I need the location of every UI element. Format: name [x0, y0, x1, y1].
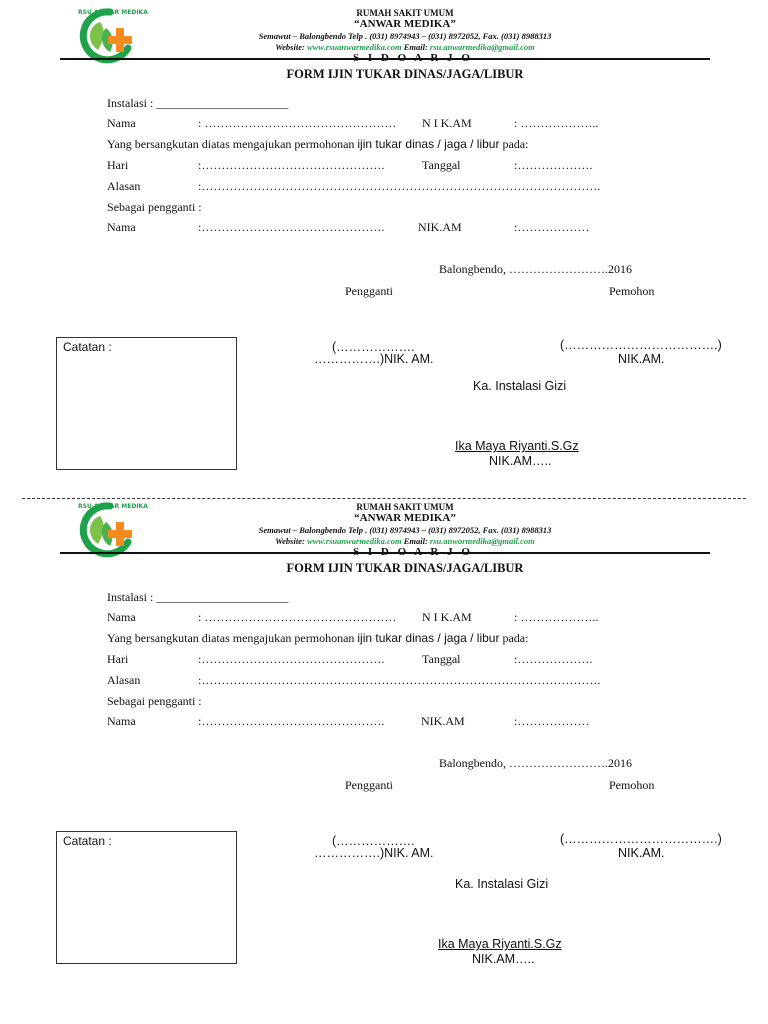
website-label: Website:	[275, 42, 307, 52]
place-date[interactable]: Balongbendo, …………………….2016	[439, 756, 632, 770]
header-rule	[60, 58, 710, 60]
pemohon-signature-label: Pemohon	[609, 284, 655, 298]
nama-label: Nama	[107, 116, 136, 130]
request-text-3: pada:	[499, 631, 529, 645]
ka-instalasi-name: Ika Maya Riyanti.S.Gz	[455, 439, 579, 453]
nama-field[interactable]: : …………………………………………	[198, 116, 397, 130]
hari-label: Hari	[107, 652, 129, 666]
tanggal-label: Tanggal	[422, 652, 461, 666]
catatan-label: Catatan :	[63, 834, 112, 848]
hospital-name: “ANWAR MEDIKA”	[354, 18, 456, 30]
ka-instalasi-label: Ka. Instalasi Gizi	[455, 877, 549, 891]
hari-label: Hari	[107, 158, 129, 172]
nama-pengganti-field[interactable]: :……………………………………….	[198, 220, 385, 234]
pemohon-signature-nik[interactable]: NIK.AM.	[618, 352, 665, 366]
nama-pengganti-label: Nama	[107, 220, 136, 234]
pemohon-signature-name[interactable]: (……………………………….)	[560, 832, 722, 846]
catatan-box[interactable]	[56, 831, 237, 964]
hari-field[interactable]: :……………………………………….	[198, 158, 385, 172]
city-name	[353, 546, 473, 551]
nikam-pengganti-field[interactable]: :………………	[514, 220, 590, 234]
nikam-label: N I K.AM	[422, 610, 472, 624]
email-label: Email:	[401, 536, 430, 546]
instalasi-field[interactable]: Instalasi : ______________________	[107, 590, 289, 604]
form-title: FORM IJIN TUKAR DINAS/JAGA/LIBUR	[286, 561, 524, 575]
ka-instalasi-label: Ka. Instalasi Gizi	[473, 379, 567, 393]
request-text	[107, 137, 528, 152]
email-address[interactable]: rsu.anwarmedika@gmail.com	[429, 42, 535, 52]
request-text	[107, 631, 528, 646]
form-top	[0, 0, 768, 494]
pengganti-signature-name[interactable]: (……………….	[332, 834, 415, 848]
email-label: Email:	[401, 42, 430, 52]
contact-line	[200, 536, 610, 546]
form-bottom	[0, 494, 768, 988]
hospital-type: RUMAH SAKIT UMUM	[356, 8, 454, 18]
form-title: FORM IJIN TUKAR DINAS/JAGA/LIBUR	[286, 67, 524, 81]
catatan-box[interactable]	[56, 337, 237, 470]
nama-label: Nama	[107, 610, 136, 624]
tanggal-label: Tanggal	[422, 158, 461, 172]
hospital-logo	[70, 4, 148, 60]
request-text-3: pada:	[499, 137, 529, 151]
alasan-field[interactable]: :……………………………………………………………………………………….	[198, 179, 601, 193]
alasan-label: Alasan	[107, 673, 141, 687]
website-url[interactable]: www.rsuanwarmedika.com	[306, 42, 402, 52]
instalasi-field[interactable]: Instalasi : ______________________	[107, 96, 289, 110]
place-date[interactable]: Balongbendo, …………………….2016	[439, 262, 632, 276]
nikam-pengganti-label: NIK.AM	[421, 714, 465, 728]
address-line: Semawut – Balongbendo Telp . (031) 8974943 – (031) 8972052, Fax. (031) 8988313	[258, 31, 552, 41]
pengganti-heading: Sebagai pengganti :	[107, 200, 202, 214]
alasan-field[interactable]: :……………………………………………………………………………………….	[198, 673, 601, 687]
website-label: Website:	[275, 536, 307, 546]
nikam-pengganti-field[interactable]: :………………	[514, 714, 590, 728]
nikam-field[interactable]: : ………………..	[514, 116, 599, 130]
header-rule	[60, 552, 710, 554]
ka-instalasi-nik: NIK.AM…..	[489, 454, 552, 468]
alasan-label: Alasan	[107, 179, 141, 193]
pengganti-heading: Sebagai pengganti :	[107, 694, 202, 708]
tanggal-field[interactable]: :……………….	[514, 652, 593, 666]
ka-instalasi-nik: NIK.AM…..	[472, 952, 535, 966]
request-text-1: Yang bersangkutan diatas mengajukan permohonan	[107, 137, 358, 151]
city-name	[353, 52, 473, 57]
request-type: ijin tukar dinas / jaga / libur	[357, 631, 500, 645]
pemohon-signature-label: Pemohon	[609, 778, 655, 792]
tanggal-field[interactable]: :……………….	[514, 158, 593, 172]
email-address[interactable]: rsu.anwarmedika@gmail.com	[429, 536, 535, 546]
ka-instalasi-name: Ika Maya Riyanti.S.Gz	[438, 937, 562, 951]
website-url[interactable]: www.rsuanwarmedika.com	[306, 536, 402, 546]
pengganti-signature-label: Pengganti	[345, 284, 393, 298]
nikam-field[interactable]: : ………………..	[514, 610, 599, 624]
pemohon-signature-name[interactable]: (……………………………….)	[560, 338, 722, 352]
contact-line	[200, 42, 610, 52]
nama-field[interactable]: : …………………………………………	[198, 610, 397, 624]
hospital-type: RUMAH SAKIT UMUM	[356, 502, 454, 512]
request-type: ijin tukar dinas / jaga / libur	[357, 137, 500, 151]
hospital-name: “ANWAR MEDIKA”	[354, 512, 456, 524]
nama-pengganti-field[interactable]: :……………………………………….	[198, 714, 385, 728]
catatan-label: Catatan :	[63, 340, 112, 354]
nama-pengganti-label: Nama	[107, 714, 136, 728]
hari-field[interactable]: :……………………………………….	[198, 652, 385, 666]
pengganti-signature-label: Pengganti	[345, 778, 393, 792]
request-text-1: Yang bersangkutan diatas mengajukan permohonan	[107, 631, 358, 645]
address-line: Semawut – Balongbendo Telp . (031) 8974943 – (031) 8972052, Fax. (031) 8988313	[258, 525, 552, 535]
pengganti-signature-nik[interactable]: …………….)NIK. AM.	[314, 352, 434, 366]
nikam-label: N I K.AM	[422, 116, 472, 130]
nikam-pengganti-label: NIK.AM	[418, 220, 462, 234]
pengganti-signature-nik[interactable]: …………….)NIK. AM.	[314, 846, 434, 860]
pemohon-signature-nik[interactable]: NIK.AM.	[618, 846, 665, 860]
svg-text:RSU ANWAR MEDIKA: RSU ANWAR MEDIKA	[78, 9, 148, 16]
hospital-logo	[70, 498, 148, 554]
svg-text:RSU ANWAR MEDIKA: RSU ANWAR MEDIKA	[78, 503, 148, 510]
pengganti-signature-name[interactable]: (……………….	[332, 340, 415, 354]
